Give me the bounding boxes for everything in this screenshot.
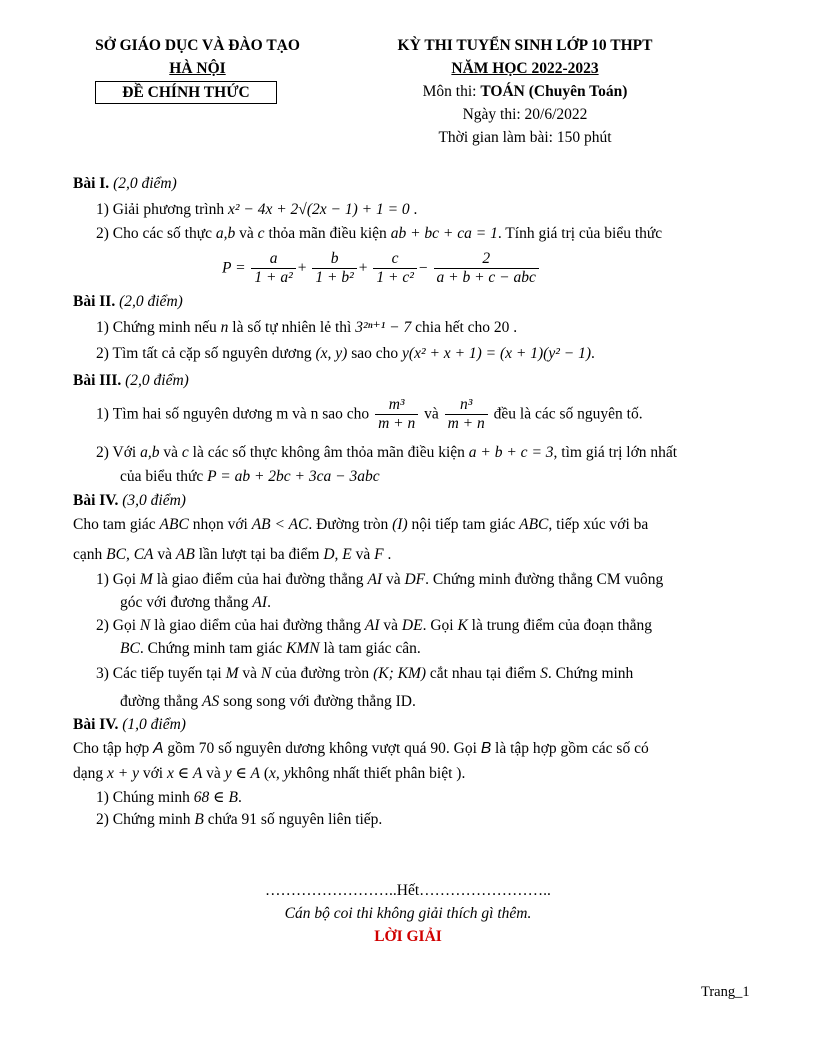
- question-number: 1): [96, 405, 109, 423]
- condition: ab + bc + ca = 1: [390, 225, 498, 242]
- section-4-heading: [73, 492, 186, 510]
- question-number: 1): [96, 201, 109, 218]
- question-number: 2): [96, 444, 109, 461]
- section-3-question-2-line-2: [120, 468, 380, 486]
- question-text: là các số thực không âm thỏa mãn điều kiện: [192, 444, 465, 461]
- section-2-question-2: 2) Tìm tất cả cặp số nguyên dương (x, y) sao cho y(x² + x + 1) = (x + 1)(y² − 1).: [96, 345, 595, 362]
- question-text: chia hết cho 20 .: [415, 319, 518, 336]
- city-name: HÀ NỘI: [169, 60, 226, 77]
- variable-c: c: [257, 225, 265, 242]
- subject-line: [360, 83, 690, 101]
- section-points: (2,0 điểm): [113, 175, 177, 192]
- section-4-question-1-line-2: góc với đương thẳng AI.: [120, 594, 271, 611]
- exam-date: Ngày thi: 20/6/2022: [462, 106, 588, 123]
- section-4-intro-line-2: cạnh BC, CA và AB lần lượt tại ba điểm D, E và F .: [73, 546, 392, 563]
- question-text: của biểu thức: [120, 468, 204, 485]
- equation: y(x² + x + 1) = (x + 1)(y² − 1): [402, 345, 591, 362]
- section-points: (2,0 điểm): [119, 293, 183, 310]
- question-text: thỏa mãn điều kiện: [268, 225, 387, 242]
- department-name: SỞ GIÁO DỤC VÀ ĐÀO TẠO: [95, 37, 300, 54]
- question-text: đều là các số nguyên tố.: [493, 405, 643, 423]
- section-4-question-3-line-2: đường thẳng AS song song với đường thẳng ID.: [120, 693, 416, 710]
- section-points: (1,0 điểm): [122, 716, 186, 733]
- section-3-question-2: [96, 444, 677, 462]
- section-points: (2,0 điểm): [125, 372, 189, 389]
- subject-name: TOÁN (Chuyên Toán): [480, 83, 628, 100]
- fraction-3: $\frac{c}{\text{1 + c²}}$: [373, 250, 417, 287]
- section-5-heading: [73, 716, 186, 734]
- question-number: 1): [96, 319, 109, 336]
- section-1-heading: [73, 175, 177, 193]
- question-text: Với: [112, 444, 137, 461]
- exam-title: KỲ THI TUYỂN SINH LỚP 10 THPT: [397, 37, 653, 54]
- question-text: Tìm hai số nguyên dương m và n sao cho: [112, 405, 370, 423]
- conjunction: và: [424, 405, 439, 423]
- p-label: P =: [222, 259, 246, 277]
- exam-duration: Thời gian làm bài: 150 phút: [438, 129, 612, 146]
- section-title: Bài I.: [73, 175, 110, 192]
- section-4-question-2-line-2: BC. Chứng minh tam giác KMN là tam giác cân.: [120, 640, 421, 657]
- equation: x² − 4x + 2√(2x − 1) + 1 = 0: [227, 201, 410, 218]
- section-5-intro-line-1: Cho tập hợp A gồm 70 số nguyên dương không vượt quá 90. Gọi B là tập hợp gồm các số có: [73, 740, 649, 757]
- expression: 3²ⁿ⁺¹ − 7: [355, 319, 412, 336]
- section-4-intro-line-1: Cho tam giác ABC nhọn với AB < AC. Đường tròn (I) nội tiếp tam giác ABC, tiếp xúc với ba: [73, 516, 649, 533]
- expression-p: P = $\frac{a}{\text{1 + a²}}$ + $\frac{b}{\text{1 + b²}}$ + $\frac{c}{\text{1 + c²}}$ − $\frac{2}{\text{a + b + c − abc}}$: [222, 250, 541, 287]
- solution-heading: LỜI GIẢI: [374, 928, 442, 945]
- conjunction: và: [163, 444, 178, 461]
- fraction-2: $\frac{b}{\text{1 + b²}}$: [312, 250, 356, 287]
- question-text: là số tự nhiên lẻ thì: [232, 319, 352, 336]
- expression: P = ab + 2bc + 3ca − 3abc: [207, 468, 380, 485]
- question-text: sao cho: [351, 345, 399, 362]
- variables: a,b: [215, 225, 236, 242]
- official-exam-box: ĐỀ CHÍNH THỨC: [95, 81, 277, 104]
- section-4-question-2: 2) Gọi N là giao diểm của hai đường thẳng AI và DE. Gọi K là trung điểm của đoạn thẳng: [96, 617, 653, 634]
- section-5-intro-line-2: dạng x + y với x ∈ A và y ∈ A (x, ykhông nhất thiết phân biệt ).: [73, 765, 466, 782]
- section-2-question-1: [96, 318, 517, 337]
- question-text: . Tính giá trị của biểu thức: [497, 225, 663, 242]
- school-year: NĂM HỌC 2022-2023: [451, 60, 599, 77]
- question-text: Tìm tất cả cặp số nguyên dương: [112, 345, 312, 362]
- question-text: Chứng minh nếu: [112, 319, 217, 336]
- fraction-4: $\frac{2}{\text{a + b + c − abc}}$: [434, 250, 539, 287]
- conjunction: và: [239, 225, 254, 242]
- condition: a + b + c = 3: [468, 444, 554, 461]
- section-1-question-2: [96, 225, 662, 243]
- section-3-question-1: [96, 396, 643, 433]
- question-text: Giải phương trình: [112, 201, 225, 218]
- question-text: , tìm giá trị lớn nhất: [553, 444, 678, 461]
- section-5-question-2: 2) Chứng minh B chứa 91 số nguyên liên tiếp.: [96, 811, 383, 828]
- variable-n: n: [220, 319, 229, 336]
- section-4-question-1: 1) Gọi M là giao điểm của hai đường thẳng AI và DF. Chứng minh đường thẳng CM vuông: [96, 571, 664, 588]
- section-2-heading: [73, 293, 183, 311]
- end-marker: ……………………..Hết……………………..: [265, 882, 551, 899]
- section-title: Bài III.: [73, 372, 122, 389]
- question-number: 2): [96, 225, 109, 242]
- fraction-1: $\frac{a}{\text{1 + a²}}$: [251, 250, 295, 287]
- page-number: Trang_1: [701, 984, 750, 1000]
- section-title: Bài IV.: [73, 716, 119, 733]
- section-4-question-3: 3) Các tiếp tuyến tại M và N của đường tròn (K; KM) cắt nhau tại điểm S. Chứng minh: [96, 665, 634, 682]
- variables: a,b: [140, 444, 160, 461]
- variable-c: c: [181, 444, 189, 461]
- subject-prefix: Môn thi:: [422, 83, 481, 100]
- section-points: (3,0 điểm): [122, 492, 186, 509]
- section-3-heading: [73, 372, 189, 390]
- question-number: 2): [96, 345, 109, 362]
- fraction-m: $\frac{\text{m³}}{m + n}$: [375, 396, 418, 433]
- question-text: Cho các số thực: [112, 225, 213, 242]
- section-1-question-1: 1) Giải phương trình x² − 4x + 2√(2x − 1) + 1 = 0 .: [96, 201, 418, 218]
- fraction-n: $\frac{\text{n³}}{m + n}$: [445, 396, 488, 433]
- proctor-note: Cán bộ coi thi không giải thích gì thêm.: [284, 905, 532, 922]
- section-title: Bài IV.: [73, 492, 119, 509]
- section-5-question-1: 1) Chúng minh 68 ∈ B.: [96, 789, 242, 806]
- pair: (x, y): [315, 345, 348, 362]
- section-title: Bài II.: [73, 293, 116, 310]
